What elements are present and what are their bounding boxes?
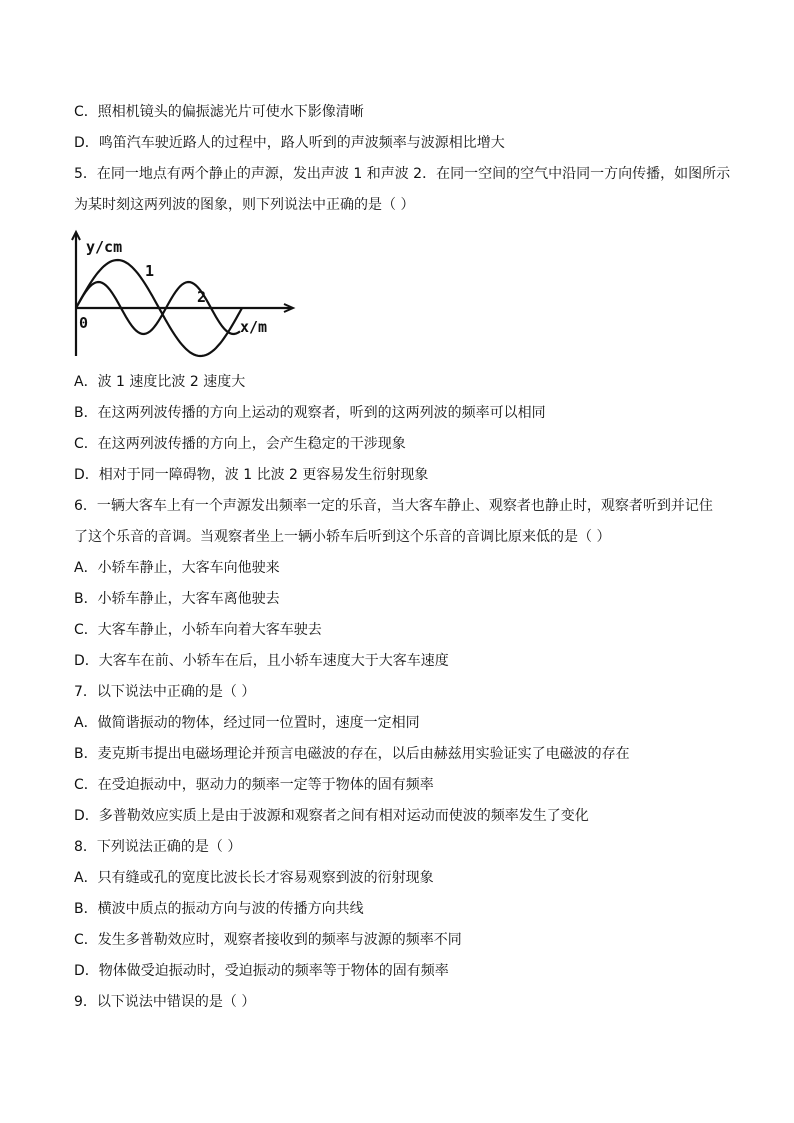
- option-7c: C．在受迫振动中，驱动力的频率一定等于物体的固有频率: [74, 777, 434, 793]
- option-5c: C．在这两列波传播的方向上，会产生稳定的干涉现象: [74, 436, 406, 452]
- option-8a: A．只有缝或孔的宽度比波长长才容易观察到波的衍射现象: [74, 870, 434, 886]
- question-7: 7．以下说法中正确的是（ ）: [74, 684, 256, 700]
- option-5d: D．相对于同一障碍物，波 1 比波 2 更容易发生衍射现象: [74, 467, 429, 483]
- option-5b: B．在这两列波传播的方向上运动的观察者，听到的这两列波的频率可以相同: [74, 405, 546, 421]
- option-8b: B．横波中质点的振动方向与波的传播方向共线: [74, 901, 364, 917]
- question-5-line-1: 5．在同一地点有两个静止的声源，发出声波 1 和声波 2．在同一空间的空气中沿同一方向传播，如图所示: [74, 166, 731, 182]
- wave-figure: [66, 228, 306, 360]
- question-6-line-1: 6．一辆大客车上有一个声源发出频率一定的乐音，当大客车静止、观察者也静止时，观察者听到并记住: [74, 498, 713, 514]
- option-6a: A．小轿车静止，大客车向他驶来: [74, 560, 280, 576]
- option-4d: D．鸣笛汽车驶近路人的过程中，路人听到的声波频率与波源相比增大: [74, 135, 505, 151]
- question-8: 8．下列说法正确的是（ ）: [74, 839, 242, 855]
- option-7d: D．多普勒效应实质上是由于波源和观察者之间有相对运动而使波的频率发生了变化: [74, 808, 589, 824]
- wave-diagram: [66, 228, 306, 360]
- option-5a: A．波 1 速度比波 2 速度大: [74, 374, 246, 390]
- option-7b: B．麦克斯韦提出电磁场理论并预言电磁波的存在，以后由赫兹用实验证实了电磁波的存在: [74, 746, 630, 762]
- question-9: 9．以下说法中错误的是（ ）: [74, 994, 256, 1010]
- y-axis-label: y/cm: [86, 238, 123, 256]
- option-8c: C．发生多普勒效应时，观察者接收到的频率与波源的频率不同: [74, 932, 462, 948]
- option-6b: B．小轿车静止，大客车离他驶去: [74, 591, 280, 607]
- question-6-line-2: 了这个乐音的音调。当观察者坐上一辆小轿车后听到这个乐音的音调比原来低的是（ ）: [74, 529, 611, 545]
- wave-1-label: 1: [145, 262, 155, 280]
- question-5-line-2: 为某时刻这两列波的图象，则下列说法中正确的是（ ）: [74, 197, 415, 213]
- wave-2-label: 2: [197, 288, 207, 306]
- option-7a: A．做简谐振动的物体，经过同一位置时，速度一定相同: [74, 715, 420, 731]
- option-6d: D．大客车在前、小轿车在后，且小轿车速度大于大客车速度: [74, 653, 449, 669]
- option-4c: C．照相机镜头的偏振滤光片可使水下影像清晰: [74, 104, 364, 120]
- option-8d: D．物体做受迫振动时，受迫振动的频率等于物体的固有频率: [74, 963, 449, 979]
- x-axis-label: x/m: [240, 318, 268, 336]
- option-6c: C．大客车静止，小轿车向着大客车驶去: [74, 622, 322, 638]
- origin-label: 0: [79, 314, 89, 332]
